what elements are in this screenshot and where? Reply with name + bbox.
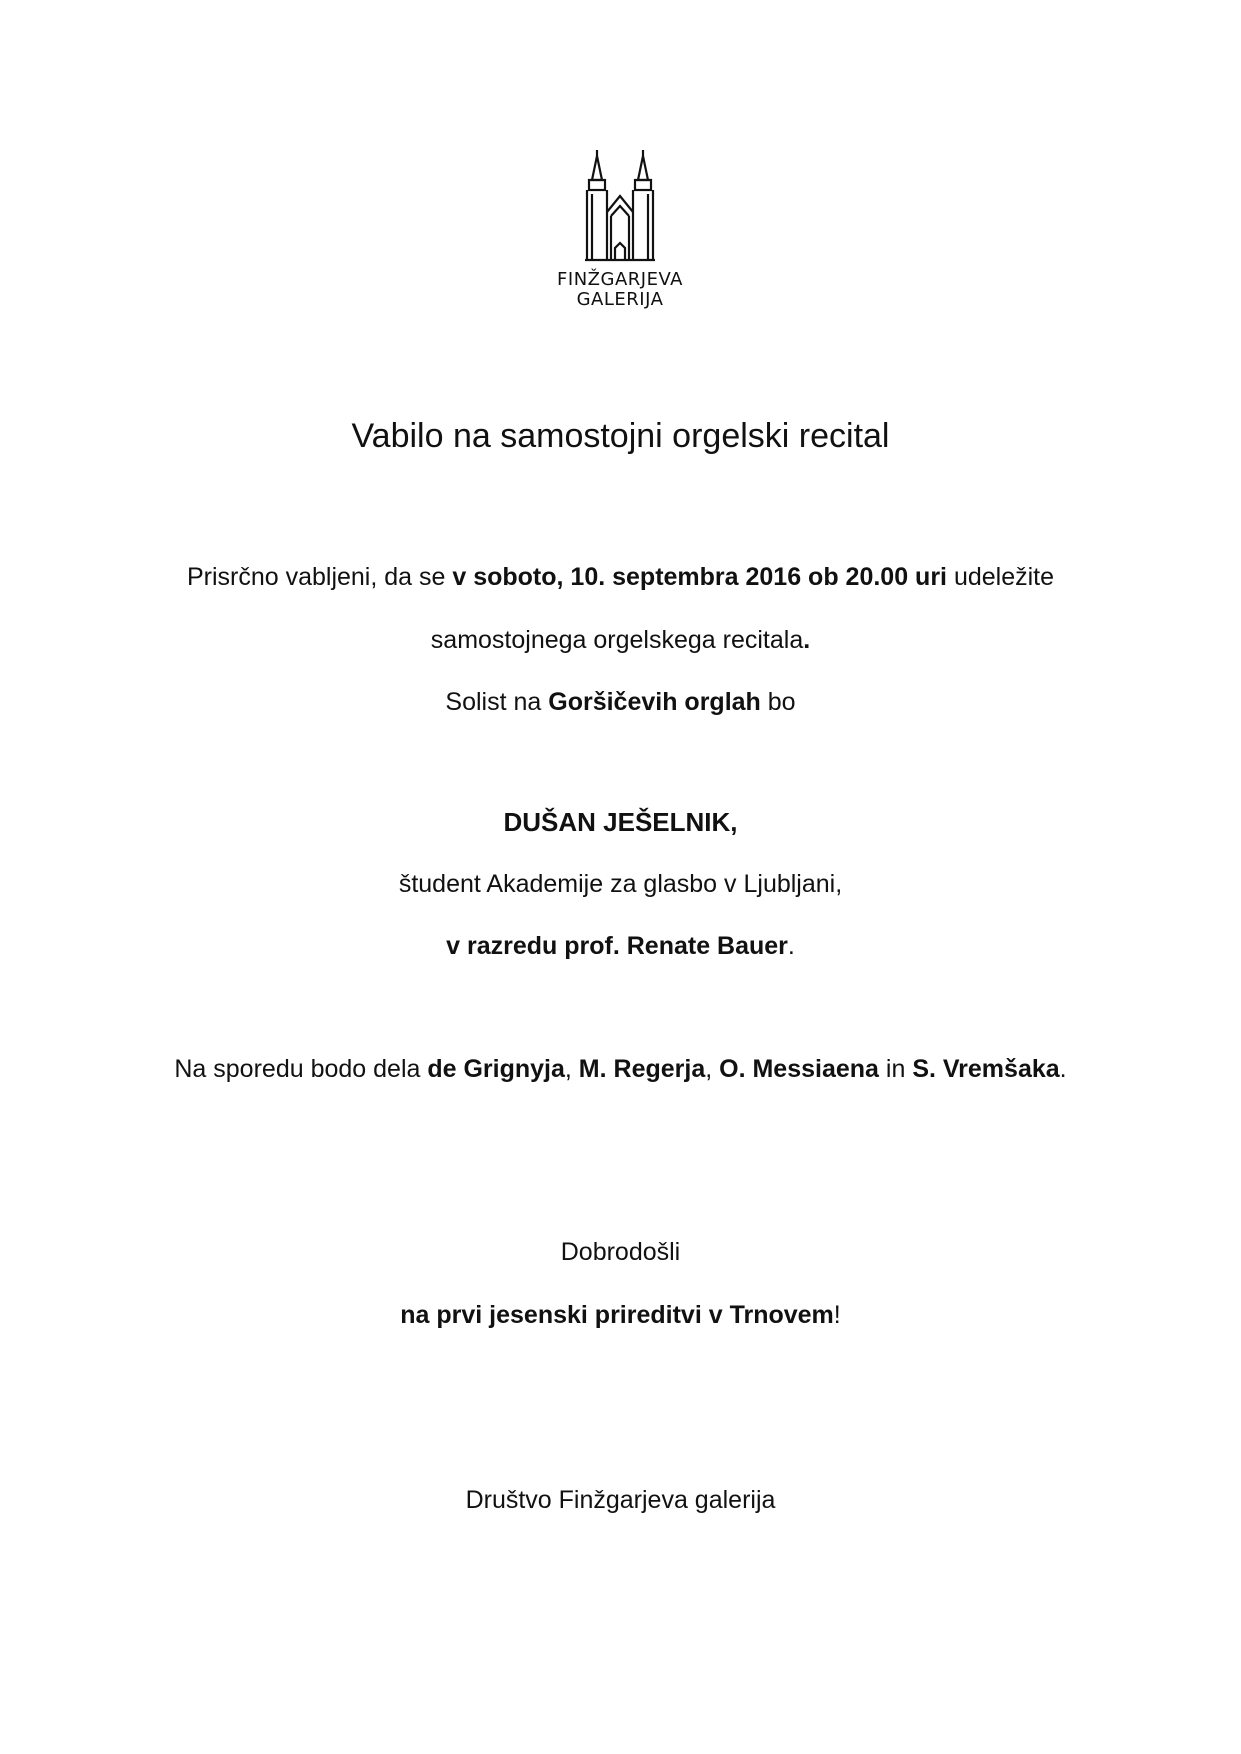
soloist-line bbox=[0, 686, 1241, 718]
invite-text: Prisrčno vabljeni, da se bbox=[186, 563, 453, 591]
performer-role: študent Akademije za glasbo v Ljubljani, bbox=[398, 870, 843, 898]
logo-text-line2: GALERIJA bbox=[576, 289, 664, 310]
program-text: Na sporedu bodo dela bbox=[174, 1055, 428, 1083]
invite-period: . bbox=[803, 626, 811, 654]
composer-1: de Grignyja bbox=[427, 1055, 565, 1083]
composer-3: O. Messiaena bbox=[719, 1055, 879, 1083]
program-sep-1: , bbox=[564, 1055, 579, 1083]
program-sep-2: , bbox=[705, 1055, 720, 1083]
logo-text-line1: FINŽGARJEVA bbox=[557, 269, 683, 290]
gallery-logo bbox=[540, 150, 700, 310]
soloist-text-end: bo bbox=[760, 688, 796, 716]
invite-event-name: samostojnega orgelskega recitala bbox=[430, 626, 804, 654]
program-end: . bbox=[1059, 1055, 1067, 1083]
organ-name: Goršičevih orglah bbox=[548, 688, 761, 716]
soloist-text: Solist na bbox=[445, 688, 549, 716]
welcome-line-2 bbox=[0, 1299, 1241, 1331]
event-date: v soboto, 10. septembra 2016 ob 20.00 uri bbox=[452, 563, 948, 591]
welcome-exclamation: ! bbox=[833, 1301, 841, 1329]
welcome-event: na prvi jesenski prireditvi v Trnovem bbox=[400, 1301, 834, 1329]
composer-2: M. Regerja bbox=[578, 1055, 706, 1083]
invite-line-2 bbox=[0, 624, 1241, 656]
performer-class-end: . bbox=[787, 932, 795, 960]
program-line bbox=[0, 1053, 1241, 1085]
invitation-title: Vabilo na samostojni orgelski recital bbox=[351, 417, 890, 455]
program-sep-3: in bbox=[878, 1055, 913, 1083]
invite-text-end: udeležite bbox=[947, 563, 1055, 591]
signature: Društvo Finžgarjeva galerija bbox=[465, 1486, 776, 1514]
performer-class: v razredu prof. Renate Bauer bbox=[446, 932, 788, 960]
invite-line-1 bbox=[0, 561, 1241, 593]
composer-4: S. Vremšaka bbox=[912, 1055, 1060, 1083]
performer-class-line bbox=[0, 930, 1241, 962]
welcome-line-1: Dobrodošli bbox=[560, 1238, 681, 1266]
church-icon bbox=[583, 150, 657, 262]
performer-name: DUŠAN JEŠELNIK, bbox=[503, 807, 738, 837]
